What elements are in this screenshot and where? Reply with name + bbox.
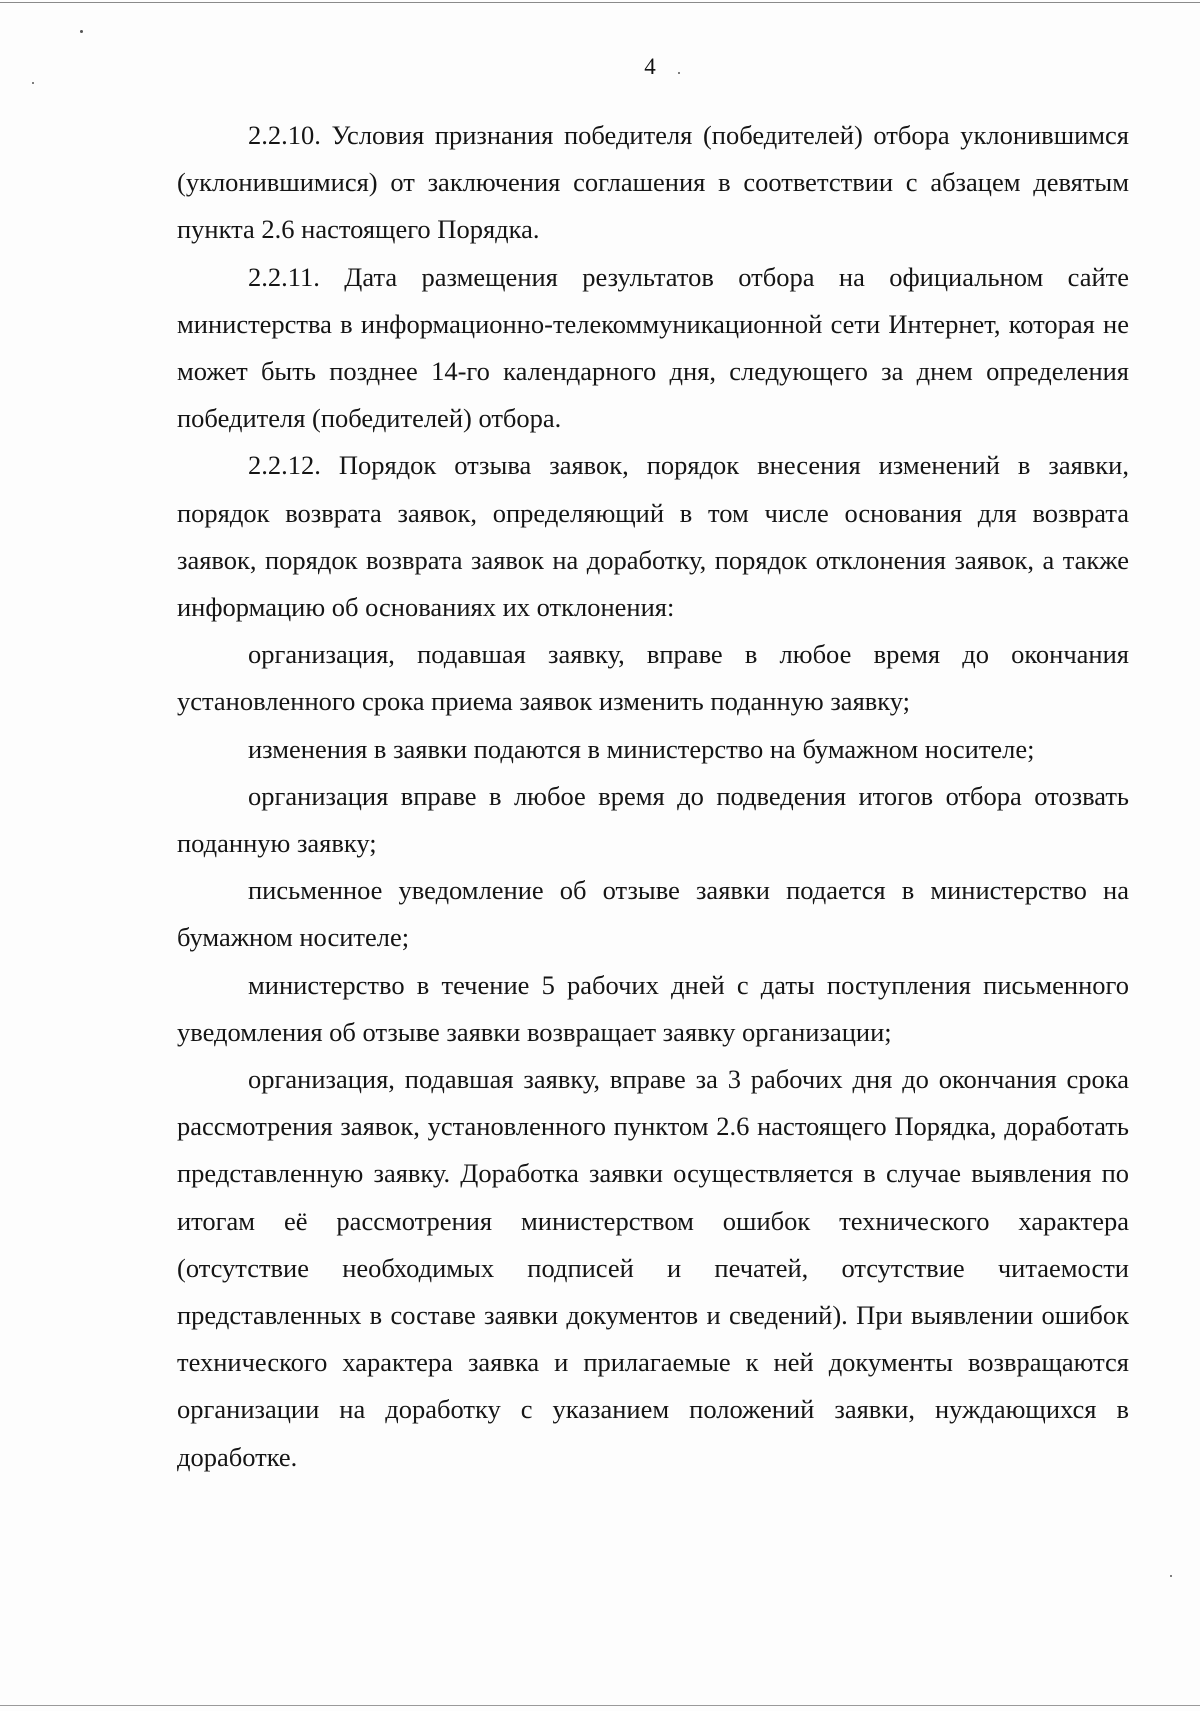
page-number: 4 [644, 54, 656, 79]
paragraph-2-2-12: 2.2.12. Порядок отзыва заявок, порядок внесения изменений в заявки, порядок возврата заявок, определяющий в том числе основания для возврата заявок, порядок возврата заявок на доработку, порядок отклонения заявок, а также информацию об основаниях их отклонения: [177, 450, 1129, 623]
paragraph-2-2-11: 2.2.11. Дата размещения результатов отбора на официальном сайте министерства в информационно-телекоммуникационной сети Интернет, которая не может быть позднее 14-го календарного дня, следующего за днем определения победителя (победителей) отбора. [177, 261, 1129, 434]
scan-speck [678, 72, 680, 74]
scan-edge-top [0, 2, 1200, 3]
scan-speck [80, 30, 83, 33]
paragraph-2-2-10: 2.2.10. Условия признания победителя (победителей) отбора уклонившимся (уклонившимися) от заключения соглашения в соответствии с абзацем девятым пункта 2.6 настоящего Порядка. [177, 120, 1129, 245]
list-item-return-application: министерство в течение 5 рабочих дней с даты поступления письменного уведомления об отзыве заявки возвращает заявку организации; [177, 969, 1129, 1047]
list-item-changes-submission: изменения в заявки подаются в министерство на бумажном носителе; [248, 733, 1035, 764]
scan-speck [1170, 1575, 1172, 1577]
list-item-change-application: организация, подавшая заявку, вправе в любое время до окончания установленного срока приема заявок изменить поданную заявку; [177, 639, 1129, 717]
list-item-withdraw-application: организация вправе в любое время до подведения итогов отбора отозвать поданную заявку; [177, 780, 1129, 859]
scan-edge-bottom [0, 1705, 1200, 1706]
document-body [177, 112, 1129, 1481]
list-item-revision: организация, подавшая заявку, вправе за 3 рабочих дня до окончания срока рассмотрения заявок, установленного пунктом 2.6 настоящего Порядка, доработать представленную заявку. Доработка заявки осуществляется в случае выявления по итогам её рассмотрения министерством ошибок технического характера (отсутствие необходимых подписей и печатей, отсутствие читаемости представленных в составе заявки документов и сведений). При выявлении ошибок технического характера заявка и прилагаемые к ней документы возвращаются организации на доработку с указанием положений заявки, нуждающихся в доработке. [177, 1064, 1129, 1472]
scan-speck [32, 82, 34, 84]
list-item-withdrawal-notice: письменное уведомление об отзыве заявки подается в министерство на бумажном носителе; [177, 875, 1129, 953]
